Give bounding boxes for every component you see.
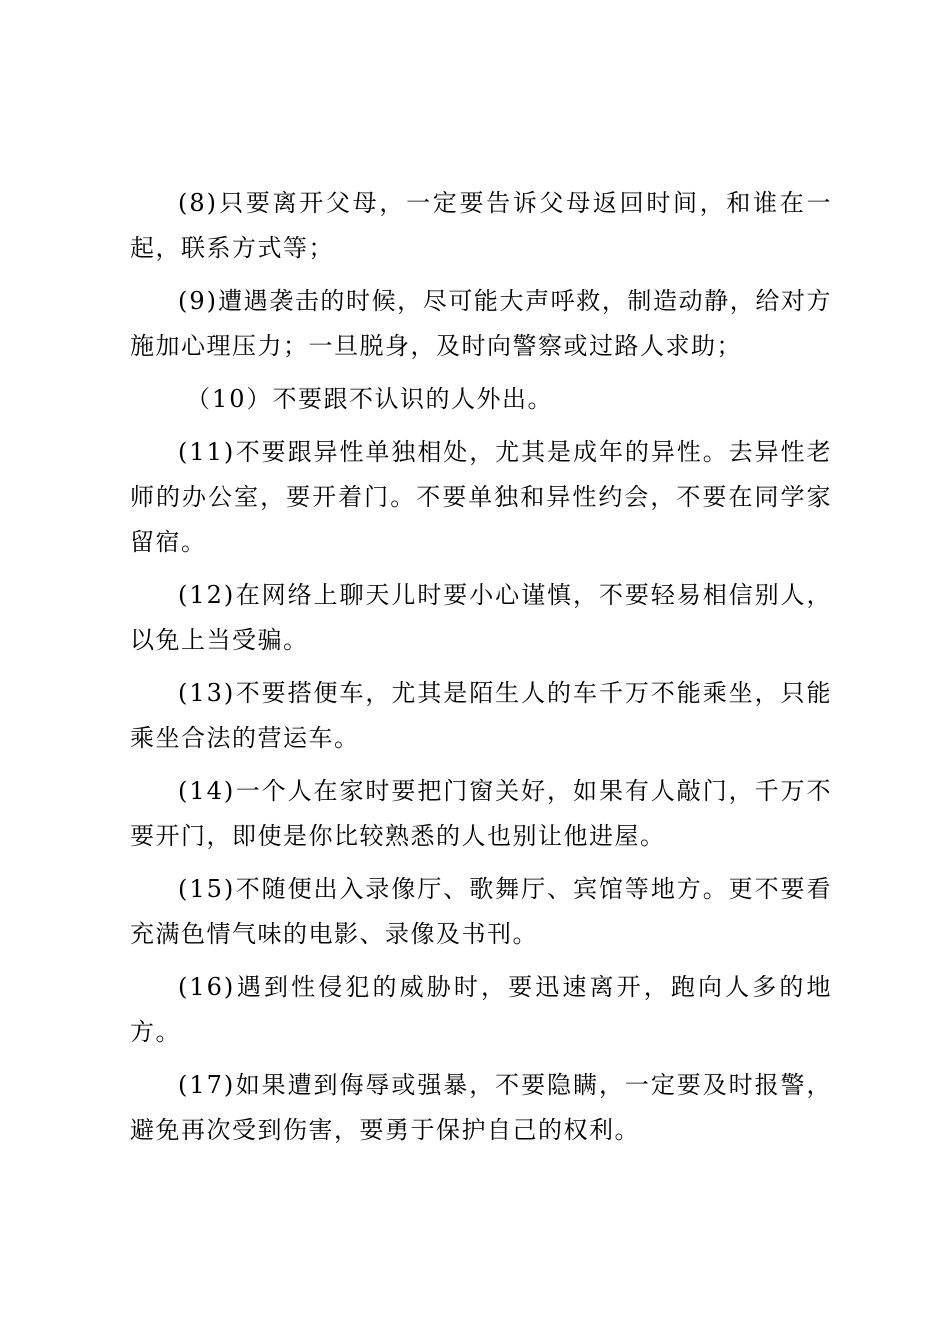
document-body [130,181,832,1161]
item-text: 遭遇袭击的时候，尽可能大声呼救，制造动静，给对方施加心理压力；一旦脱身，及时向警察或过路人求助； [130,287,832,360]
paragraph-item-8 [130,181,832,271]
item-text: 如果遭到侮辱或强暴，不要隐瞒，一定要及时报警，避免再次受到伤害，要勇于保护自己的权利。 [130,1071,832,1144]
item-number: (17) [178,1071,236,1099]
item-text: 遇到性侵犯的威胁时，要迅速离开，跑向人多的地方。 [130,973,832,1046]
item-text: 一个人在家时要把门窗关好，如果有人敲门，千万不要开门，即使是你比较熟悉的人也别让他进屋。 [130,777,832,850]
item-text: 在网络上聊天儿时要小心谨慎，不要轻易相信别人，以免上当受骗。 [130,581,832,654]
item-number: (12) [178,581,236,609]
item-number: （10） [186,385,273,413]
paragraph-item-17 [130,1063,832,1153]
paragraph-item-14 [130,769,832,859]
item-number: (11) [178,438,236,466]
paragraph-item-9 [130,279,832,369]
item-number: (15) [178,875,236,903]
item-text: 不要跟不认识的人外出。 [272,385,554,413]
paragraph-item-13 [130,671,832,761]
item-number: (8) [178,189,218,217]
item-text: 不要搭便车，尤其是陌生人的车千万不能乘坐，只能乘坐合法的营运车。 [130,679,832,752]
paragraph-item-11 [130,430,832,565]
paragraph-item-15 [130,867,832,957]
item-number: (9) [178,287,218,315]
item-number: (14) [178,777,236,805]
item-number: (16) [178,973,236,1001]
paragraph-item-16 [130,965,832,1055]
item-text: 不随便出入录像厅、歌舞厅、宾馆等地方。更不要看充满色情气味的电影、录像及书刊。 [130,875,832,948]
item-text: 不要跟异性单独相处，尤其是成年的异性。去异性老师的办公室，要开着门。不要单独和异性约会，不要在同学家留宿。 [130,438,832,556]
item-number: (13) [178,679,236,707]
item-text: 只要离开父母，一定要告诉父母返回时间，和谁在一起，联系方式等； [130,189,832,262]
paragraph-item-10 [130,377,832,422]
paragraph-item-12 [130,573,832,663]
